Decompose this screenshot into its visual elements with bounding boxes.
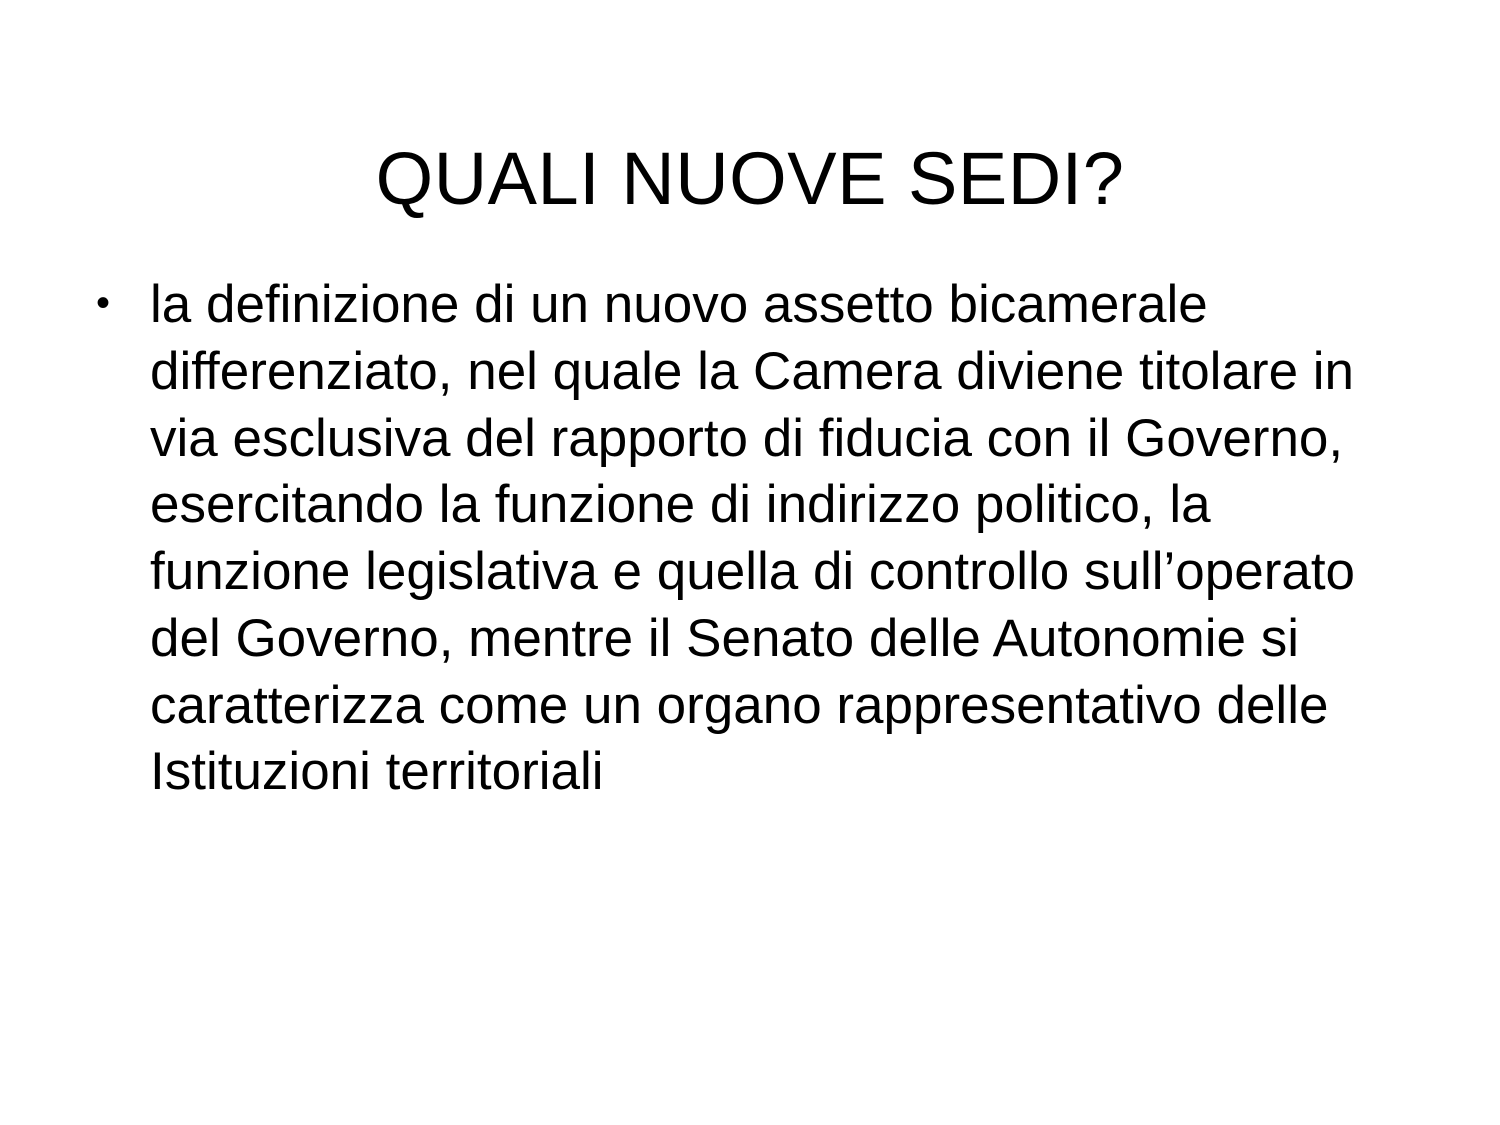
page-title: QUALI NUOVE SEDI?: [375, 136, 1125, 220]
bullet-icon: •: [96, 281, 111, 325]
list-item-text: la definizione di un nuovo assetto bicamerale differenziato, nel quale la Camera diviene titolare in via esclusiva del rapporto di fiducia con il Governo, esercitando la funzione di indirizzo politico, la funzione legislativa e quella di controllo sull’operato del Governo, mentre il Senato delle Autonomie si caratterizza come un organo rappresentativo delle Istituzioni territoriali: [150, 275, 1356, 802]
slide-body: [88, 272, 1408, 806]
list-item: [88, 272, 1408, 806]
